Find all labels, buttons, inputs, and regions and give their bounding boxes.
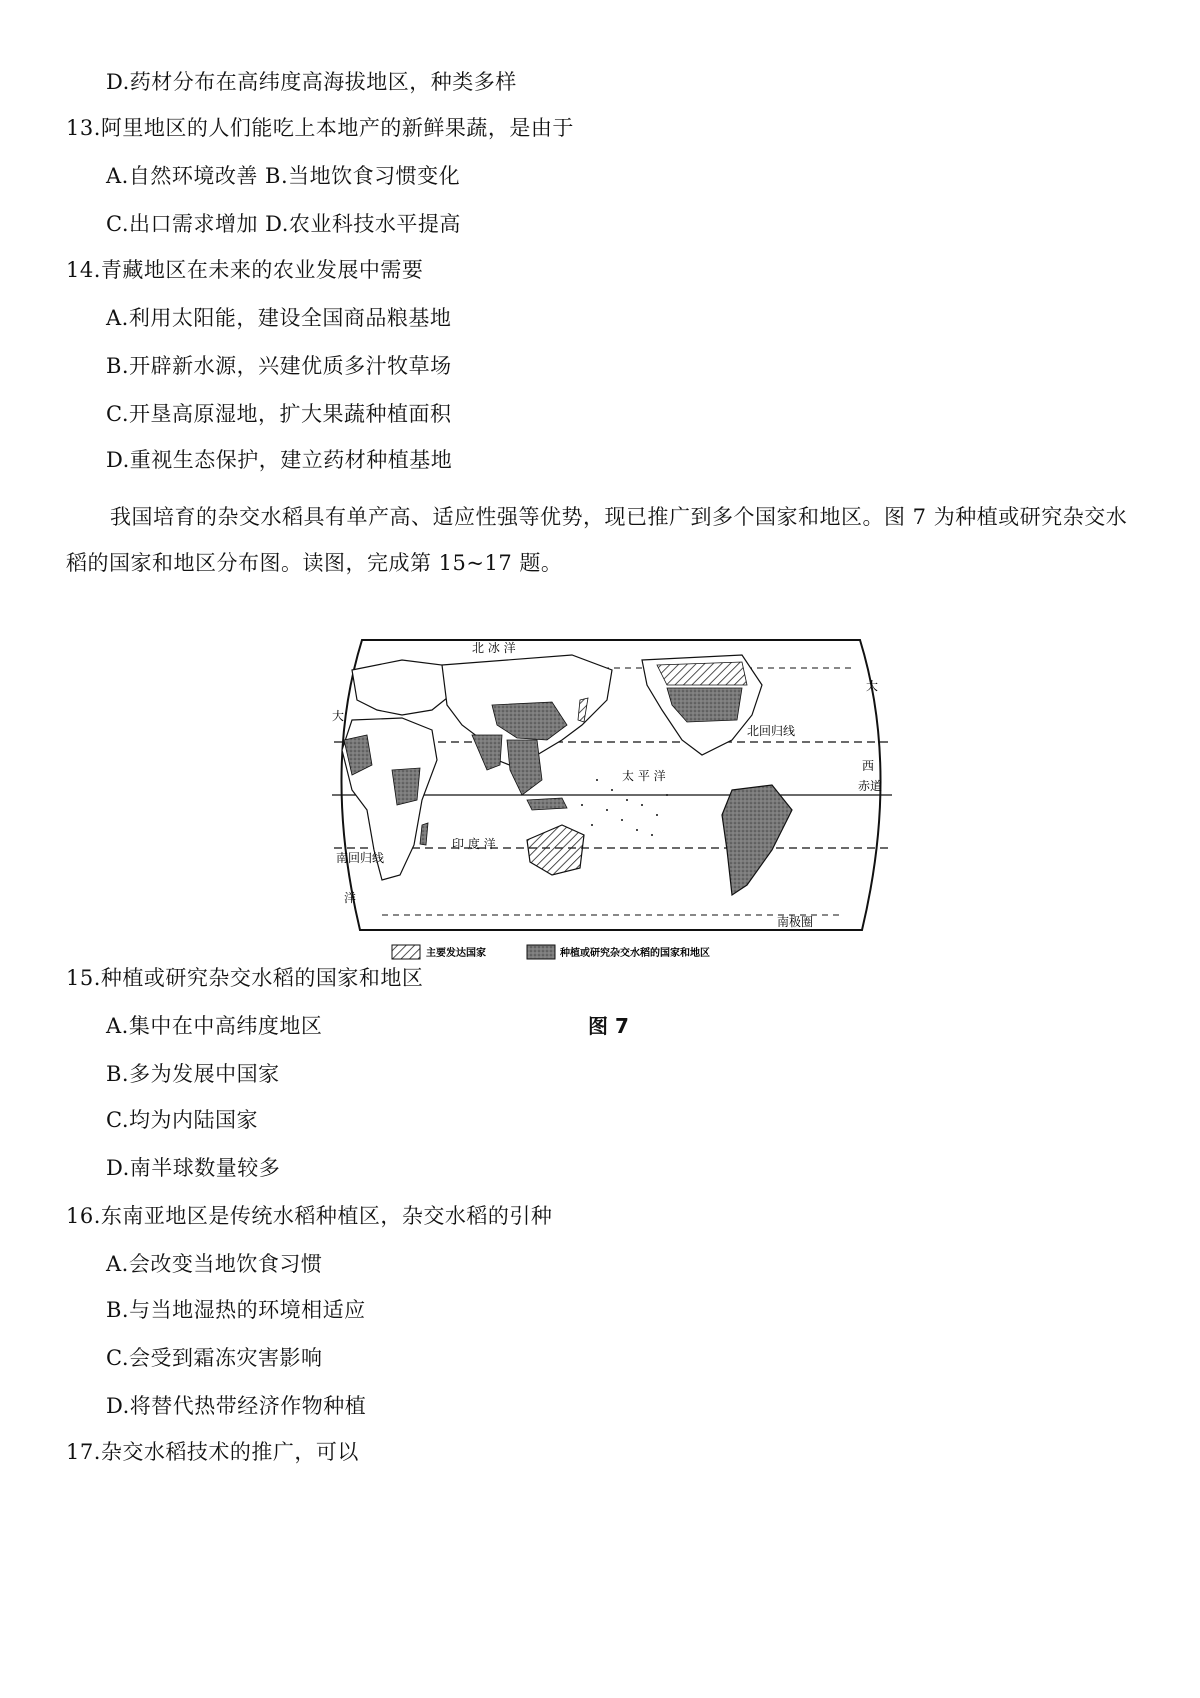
q15-stem: 15.种植或研究杂交水稻的国家和地区	[66, 966, 424, 990]
intro-paragraph: 我国培育的杂交水稻具有单产高、适应性强等优势，现已推广到多个国家和地区。图 7 为种植或研究杂交水稻的国家和地区分布图。读图，完成第 15~17 题。	[66, 505, 1128, 575]
figure-caption: 图 7	[588, 1014, 629, 1038]
q14-option-a: A.利用太阳能，建设全国商品粮基地	[106, 306, 452, 330]
label-antarctic-circle: 南极圈	[777, 915, 814, 929]
q13-options-ab: A.自然环境改善 B.当地饮食习惯变化	[106, 164, 461, 188]
legend-developed-swatch	[392, 945, 420, 959]
q15-option-b: B.多为发展中国家	[106, 1062, 280, 1086]
label-atlantic-left-bottom: 洋	[344, 891, 357, 905]
label-arctic-ocean: 北 冰 洋	[472, 641, 516, 655]
q14-option-c: C.开垦高原湿地，扩大果蔬种植面积	[106, 402, 452, 426]
canada-developed	[657, 662, 747, 685]
legend-rice-swatch	[527, 945, 555, 959]
q16-option-b: B.与当地湿热的环境相适应	[106, 1298, 366, 1322]
legend-developed-label: 主要发达国家	[426, 948, 486, 959]
q15-option-a: A.集中在中高纬度地区	[106, 1014, 323, 1038]
q15-option-d: D.南半球数量较多	[106, 1156, 281, 1180]
q16-option-d: D.将替代热带经济作物种植	[106, 1394, 367, 1418]
q17-stem: 17.杂交水稻技术的推广，可以	[66, 1440, 359, 1464]
label-south-tropic: 南回归线	[336, 851, 385, 865]
q15-option-c: C.均为内陆国家	[106, 1108, 258, 1132]
label-indian-ocean: 印 度 洋	[452, 837, 496, 851]
label-atlantic-right-top: 大	[866, 679, 879, 693]
q16-stem: 16.东南亚地区是传统水稻种植区，杂交水稻的引种	[66, 1204, 553, 1228]
africa-rice-east	[392, 768, 420, 805]
label-equator: 赤道	[858, 779, 883, 793]
world-map-figure	[322, 630, 900, 1010]
label-atlantic-left-top: 大	[332, 709, 345, 723]
label-north-tropic: 北回归线	[747, 724, 796, 738]
q13-options-cd: C.出口需求增加 D.农业科技水平提高	[106, 212, 461, 236]
q14-option-b: B.开辟新水源，兴建优质多汁牧草场	[106, 354, 452, 378]
q12-option-d: D.药材分布在高纬度高海拔地区，种类多样	[106, 70, 517, 94]
legend-rice-label: 种植或研究杂交水稻的国家和地区	[560, 948, 710, 959]
indonesia-islands	[527, 798, 567, 810]
world-map	[322, 630, 900, 1010]
q14-stem: 14.青藏地区在未来的农业发展中需要	[66, 258, 424, 282]
label-pacific: 太 平 洋	[622, 769, 666, 783]
q16-option-a: A.会改变当地饮食习惯	[106, 1252, 323, 1276]
q16-option-c: C.会受到霜冻灾害影响	[106, 1346, 323, 1370]
label-atlantic-right-bottom: 西	[862, 759, 875, 773]
q14-option-d: D.重视生态保护，建立药材种植基地	[106, 448, 453, 472]
q13-stem: 13.阿里地区的人们能吃上本地产的新鲜果蔬，是由于	[66, 116, 574, 140]
